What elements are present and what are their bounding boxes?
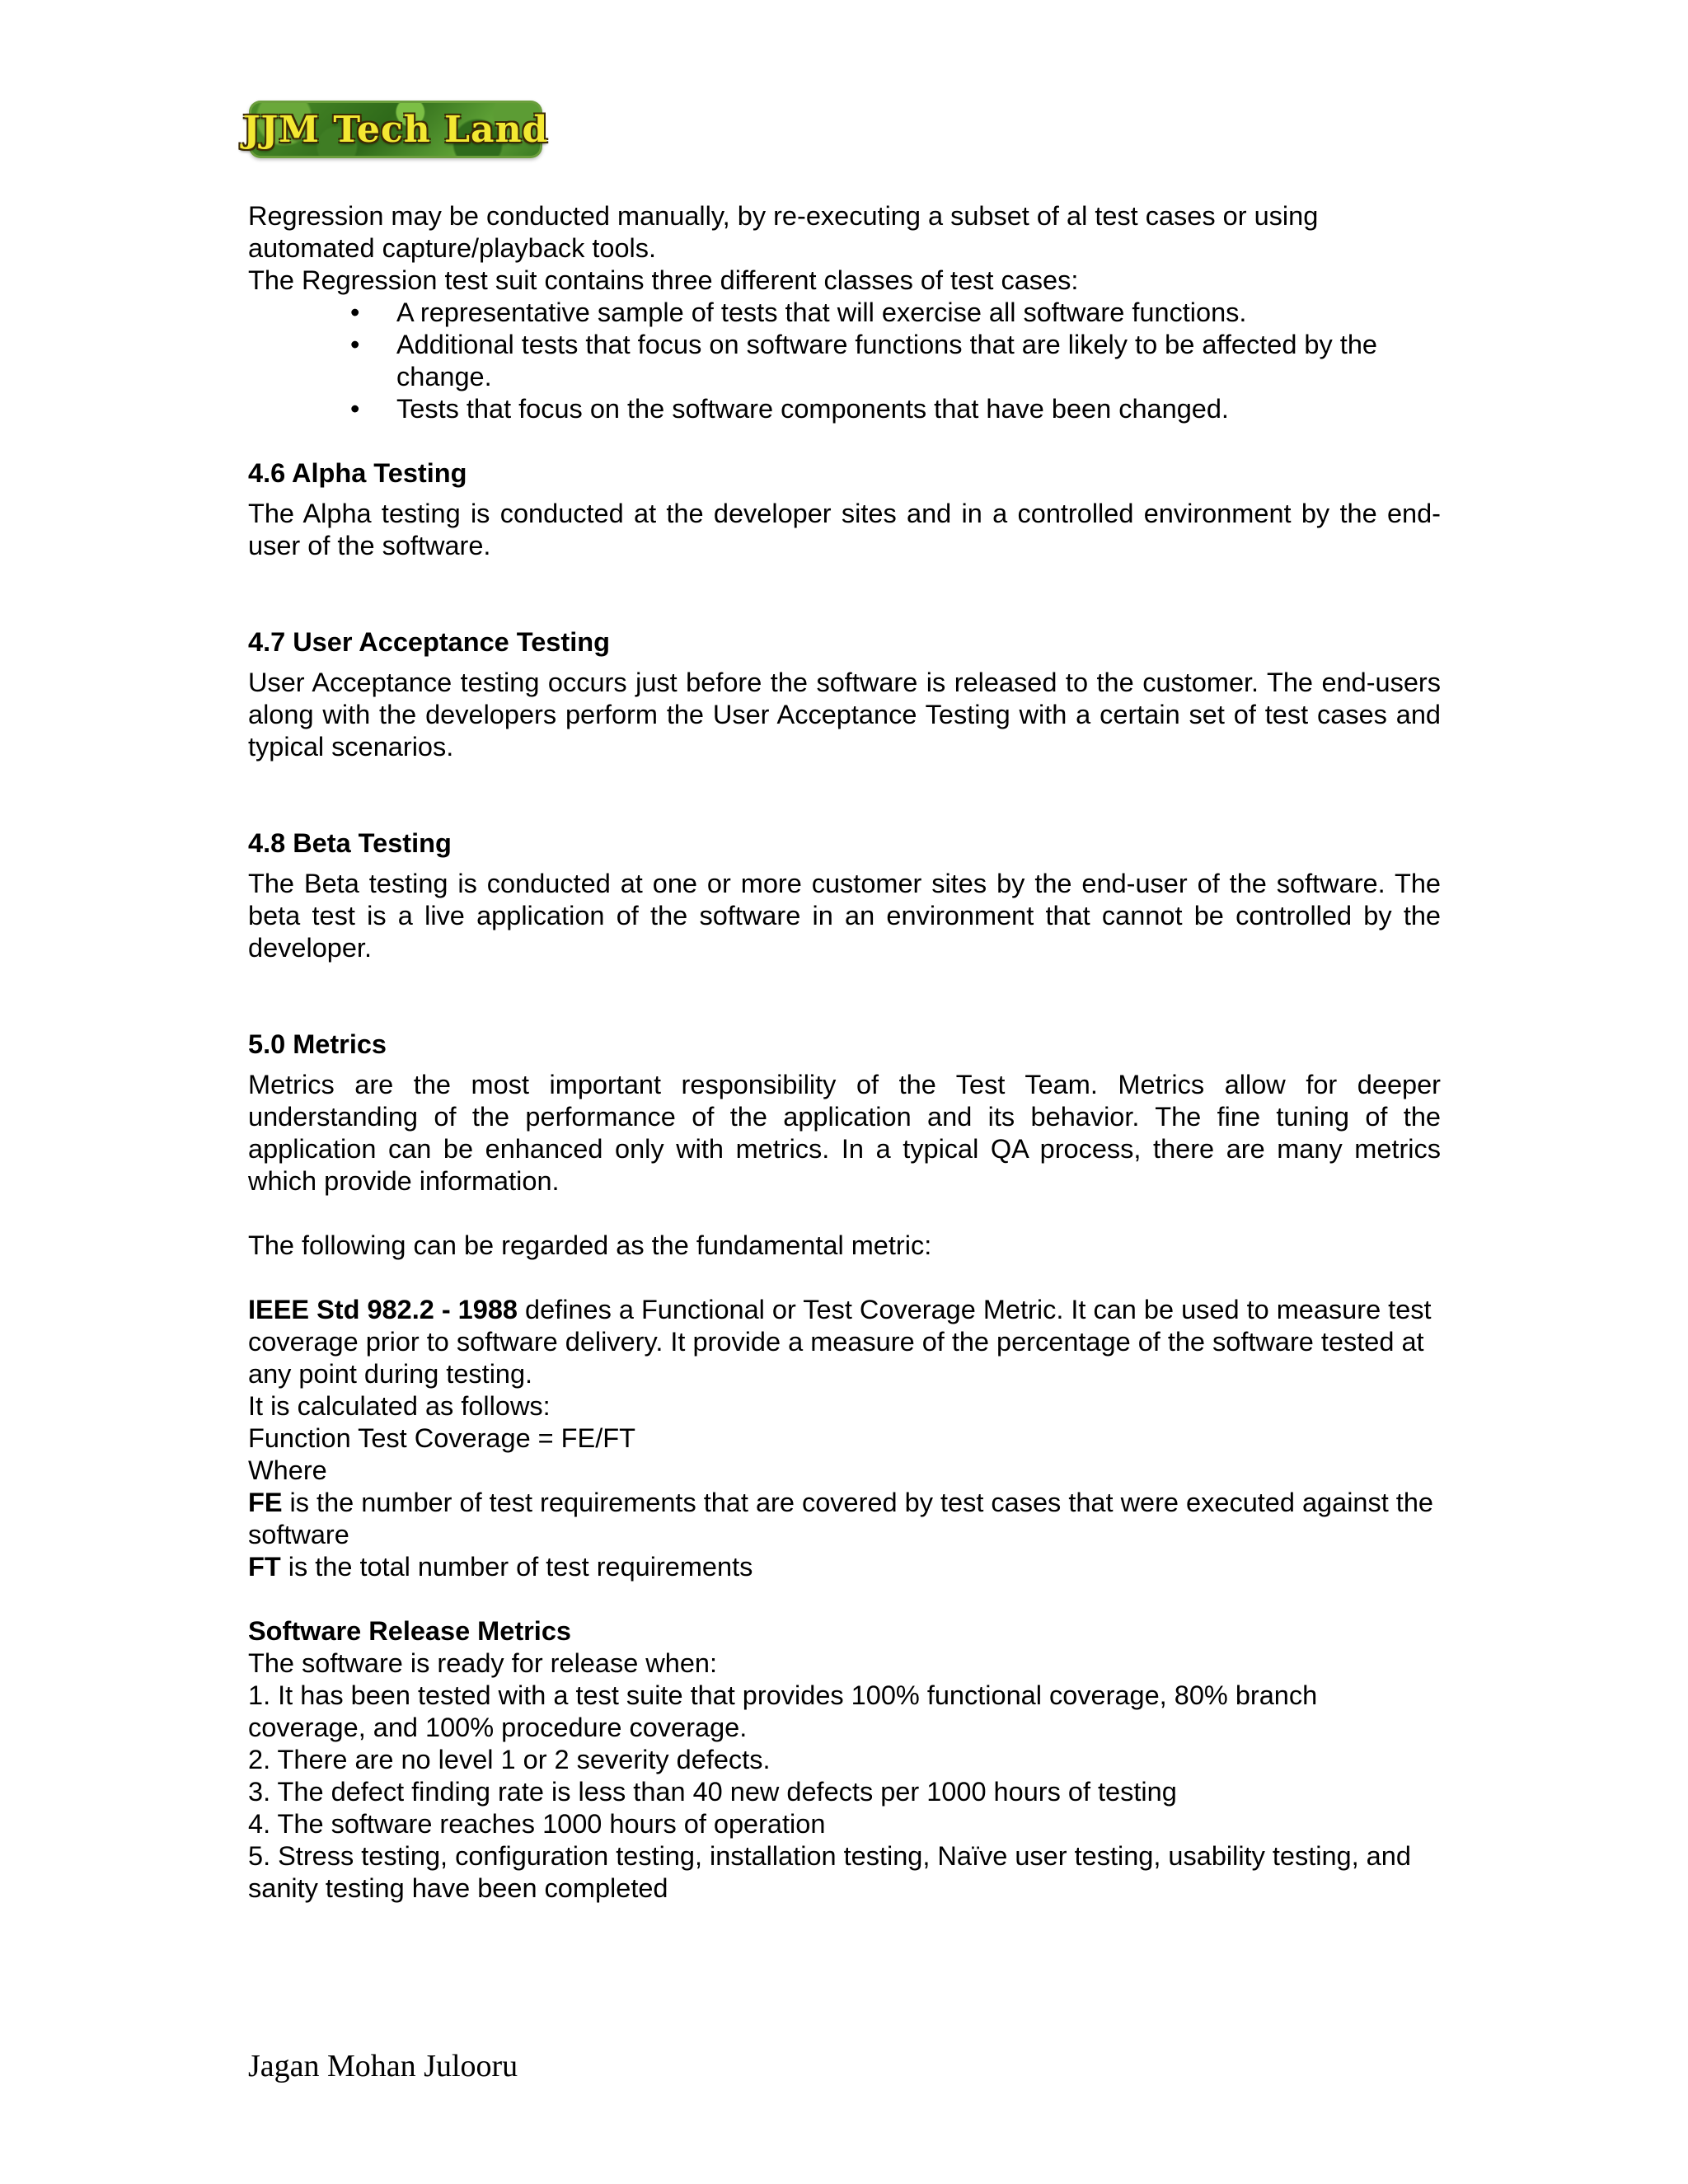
ft-description: is the total number of test requirements xyxy=(280,1552,753,1582)
metrics-body: Metrics are the most important responsibility of the Test Team. Metrics allow for deeper understanding of the performance of the application and its behavior. The fine tuning of the application can be enhanced only with metrics. In a typical QA process, there are many metrics which provide information. xyxy=(248,1070,1441,1196)
beta-testing-heading: 4.8 Beta Testing xyxy=(248,828,452,858)
metrics-heading: 5.0 Metrics xyxy=(248,1029,387,1059)
document-body xyxy=(248,200,1441,1905)
release-metrics-heading xyxy=(248,1615,1441,1647)
release-metrics-heading-text: Software Release Metrics xyxy=(248,1616,571,1646)
regression-classes-intro: The Regression test suit contains three different classes of test cases: xyxy=(248,265,1079,295)
fe-definition xyxy=(248,1487,1441,1551)
ieee-description: defines a Functional or Test Coverage Metric. It can be used to measure test coverage prior to software delivery. It provide a measure of the percentage of the software tested at any point during testing. xyxy=(248,1295,1432,1389)
ft-term: FT xyxy=(248,1552,281,1582)
ieee-paragraph xyxy=(248,1294,1441,1390)
ieee-standard-label: IEEE Std 982.2 - 1988 xyxy=(248,1295,518,1324)
regression-classes-list xyxy=(248,297,1441,425)
footer-author: Jagan Mohan Julooru xyxy=(248,2049,518,2083)
list-item: • Tests that focus on the software components that have been changed. xyxy=(396,393,1441,425)
list-item: 2. There are no level 1 or 2 severity defects. xyxy=(248,1745,771,1774)
regression-paragraph: Regression may be conducted manually, by re-executing a subset of al test cases or using automated capture/playback tools. xyxy=(248,201,1319,263)
coverage-formula: Function Test Coverage = FE/FT xyxy=(248,1423,635,1453)
alpha-testing-heading: 4.6 Alpha Testing xyxy=(248,458,467,488)
list-item: 1. It has been tested with a test suite that provides 100% functional coverage, 80% branch coverage, and 100% procedure coverage. xyxy=(248,1680,1318,1742)
list-item: 4. The software reaches 1000 hours of operation xyxy=(248,1809,826,1839)
logo-text: JJM Tech Land xyxy=(242,108,549,151)
uat-body: User Acceptance testing occurs just before the software is released to the customer. The end-users along with the developers perform the User Acceptance Testing with a certain set of test cases and typical scenarios. xyxy=(248,668,1441,762)
alpha-testing-body: The Alpha testing is conducted at the developer sites and in a controlled environment by the end-user of the software. xyxy=(248,499,1441,560)
jjm-tech-land-logo xyxy=(242,101,549,158)
fe-term: FE xyxy=(248,1488,283,1517)
ft-definition xyxy=(248,1551,1441,1583)
fundamental-metric-intro: The following can be regarded as the fundamental metric: xyxy=(248,1230,932,1260)
release-intro: The software is ready for release when: xyxy=(248,1648,718,1678)
where-label: Where xyxy=(248,1455,327,1485)
list-item: 3. The defect finding rate is less than 40 new defects per 1000 hours of testing xyxy=(248,1777,1177,1807)
calculation-intro: It is calculated as follows: xyxy=(248,1391,551,1421)
list-item: • Additional tests that focus on software functions that are likely to be affected by the change. xyxy=(396,329,1441,393)
fe-description: is the number of test requirements that are covered by test cases that were executed against the software xyxy=(248,1488,1433,1549)
beta-testing-body: The Beta testing is conducted at one or more customer sites by the end-user of the software. The beta test is a live application of the software in an environment that cannot be controlled by the developer. xyxy=(248,869,1441,963)
list-item: 5. Stress testing, configuration testing, installation testing, Naïve user testing, usability testing, and sanity testing have been completed xyxy=(248,1841,1411,1903)
list-item: • A representative sample of tests that will exercise all software functions. xyxy=(396,297,1441,329)
uat-heading: 4.7 User Acceptance Testing xyxy=(248,627,610,657)
